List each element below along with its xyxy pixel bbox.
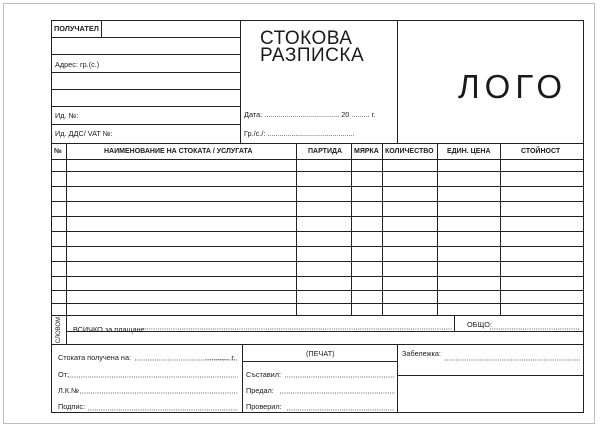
address-label: Адрес: гр.(с.) bbox=[55, 60, 100, 69]
column-header-unit: МЯРКА bbox=[354, 148, 379, 155]
column-header-no: № bbox=[54, 148, 62, 155]
id-number-label: Ид. №: bbox=[55, 111, 79, 120]
compiled-by-label: Съставил: bbox=[246, 370, 282, 379]
signature-label: Подпис: bbox=[58, 402, 86, 411]
goods-received-label: Стоката получена на: bbox=[58, 353, 132, 362]
column-header-batch: ПАРТИДА bbox=[308, 148, 343, 155]
form-title-line-1: СТОКОВА bbox=[260, 28, 353, 49]
city-field-label: Гр./с./: ........................................... bbox=[244, 129, 355, 138]
column-header-quantity: КОЛИЧЕСТВО bbox=[385, 148, 434, 155]
vat-number-label: Ид. ДДС/ VAT №: bbox=[55, 129, 113, 138]
date-field-label: Дата: ..................................... 20 ......... г. bbox=[244, 110, 376, 119]
column-header-name: НАИМЕНОВАНИЕ НА СТОКАТА / УСЛУГАТА bbox=[104, 148, 253, 155]
column-header-value: СТОЙНОСТ bbox=[521, 148, 561, 155]
in-words-label: СЛОВОМ bbox=[56, 316, 62, 344]
checked-by-label: Проверил: bbox=[246, 402, 282, 411]
handed-by-label: Предал: bbox=[246, 386, 274, 395]
stamp-label: (ПЕЧАТ) bbox=[306, 349, 335, 358]
form-title-line-2: РАЗПИСКА bbox=[260, 45, 365, 66]
id-card-label: Л.К.№ bbox=[58, 386, 79, 395]
total-label: ОБЩО: bbox=[467, 320, 493, 329]
goods-received-date: ............ г. bbox=[205, 353, 236, 362]
note-label: Забележка: bbox=[402, 349, 441, 358]
recipient-label: ПОЛУЧАТЕЛ bbox=[54, 24, 99, 33]
from-label: От: bbox=[58, 370, 70, 379]
logo-placeholder: ЛОГО bbox=[458, 68, 568, 105]
total-payable-label: ВСИЧКО за плащане: bbox=[73, 325, 147, 334]
column-header-unit-price: ЕДИН. ЦЕНА bbox=[447, 148, 491, 155]
